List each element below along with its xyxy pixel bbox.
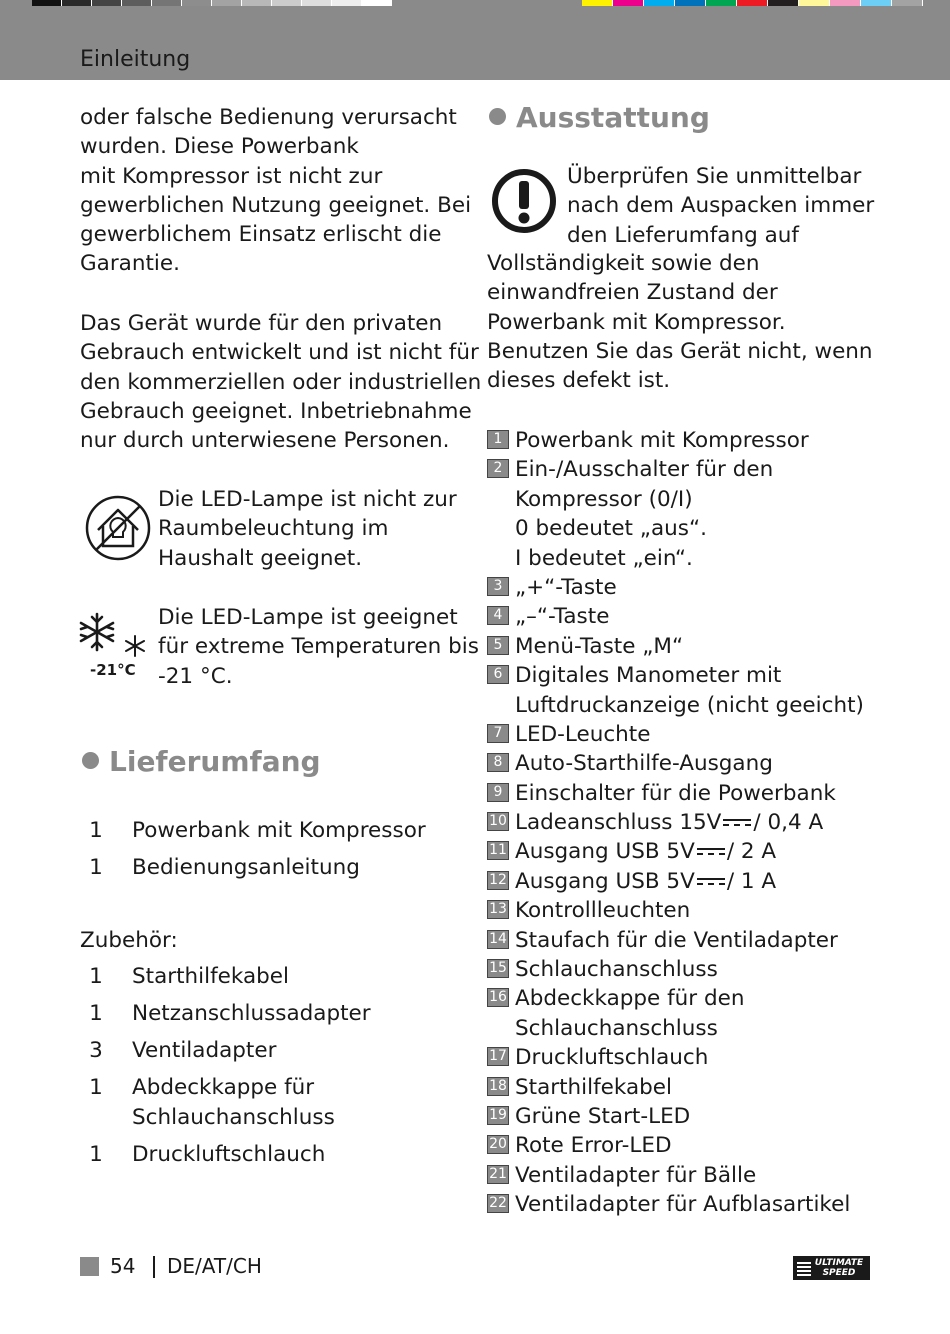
part-number-badge: 21	[487, 1165, 509, 1184]
part-label-value: Ausgang USB 5V	[515, 868, 695, 894]
page-number: 54	[110, 1254, 136, 1278]
item-label-line: Starthilfekabel	[132, 964, 289, 989]
page-header-bar	[0, 0, 950, 80]
item-quantity: 1	[89, 964, 103, 989]
part-number-badge: 9	[487, 783, 509, 802]
part-number-badge: 11	[487, 841, 509, 860]
part-number-badge: 19	[487, 1106, 509, 1125]
item-quantity: 1	[89, 1141, 103, 1167]
item-label	[132, 853, 360, 882]
item-quantity: 1	[89, 1075, 103, 1101]
logo-line1: ULTIMATE	[814, 1258, 864, 1268]
text-line: oder falsche Bedienung verursacht	[80, 105, 457, 130]
part-label: 0 bedeutet „aus“.	[515, 516, 707, 542]
part-number-badge: 22	[487, 1194, 509, 1213]
part-label: I bedeutet „ein“.	[515, 545, 693, 571]
gray-swatch	[272, 0, 302, 6]
color-swatch	[706, 0, 737, 6]
part-label: Schlauchanschluss	[515, 957, 718, 983]
footer-separator	[153, 1256, 155, 1278]
intro-paragraph	[80, 103, 471, 279]
direct-current-icon	[697, 876, 725, 888]
item-label	[132, 1073, 335, 1132]
text-line: Powerbank mit Kompressor.	[487, 309, 786, 335]
heading-bullet	[82, 752, 99, 769]
part-label: „–“-Taste	[515, 604, 610, 630]
accessories-label: Zubehör:	[80, 928, 178, 953]
gray-swatch	[242, 0, 272, 6]
part-number-badge: 17	[487, 1047, 509, 1066]
grayscale-calibration-strip	[32, 0, 392, 6]
gray-swatch	[182, 0, 212, 6]
part-number-badge: 8	[487, 753, 509, 772]
temperature-icon-label: -21°C	[90, 661, 136, 679]
scope-heading-text: Lieferumfang	[109, 745, 321, 778]
part-label: Digitales Manometer mit	[515, 663, 782, 689]
color-swatch	[799, 0, 830, 6]
item-label-line: Netzanschlussadapter	[132, 1001, 371, 1027]
direct-current-icon	[697, 846, 725, 858]
part-label: Luftdruckanzeige (nicht geeicht)	[515, 692, 864, 718]
gray-swatch	[122, 0, 152, 6]
part-number-badge: 3	[487, 577, 509, 596]
color-swatch	[861, 0, 892, 6]
text-line: Die LED-Lampe ist geeignet	[158, 605, 458, 630]
color-swatch	[892, 0, 923, 6]
part-number-badge: 13	[487, 900, 509, 919]
logo-line2: SPEED	[822, 1268, 856, 1278]
text-line: dieses defekt ist.	[487, 368, 671, 394]
part-label-value: Ladeanschluss 15V	[515, 810, 722, 836]
text-line: Überprüfen Sie unmittelbar	[567, 164, 862, 189]
color-calibration-strip	[582, 0, 923, 6]
gray-swatch	[332, 0, 362, 6]
part-label: Starthilfekabel	[515, 1074, 672, 1100]
item-label-line: Bedienungsanleitung	[132, 855, 360, 881]
part-label	[515, 808, 823, 837]
house-note	[158, 485, 457, 573]
part-label-rating: / 0,4 A	[753, 810, 824, 836]
part-label: Kontrollleuchten	[515, 898, 691, 924]
color-swatch	[582, 0, 613, 6]
text-line: Vollständigkeit sowie den	[487, 251, 760, 276]
part-number-badge: 1	[487, 430, 509, 449]
item-quantity: 1	[89, 855, 103, 881]
gray-swatch	[212, 0, 242, 6]
item-label-line: Abdeckkappe für	[132, 1075, 315, 1101]
part-number-badge: 7	[487, 724, 509, 743]
color-swatch	[830, 0, 861, 6]
part-label-value: Ausgang USB 5V	[515, 839, 695, 865]
text-line: einwandfreien Zustand der	[487, 280, 778, 306]
part-label	[515, 837, 776, 866]
warning-note	[567, 162, 874, 250]
part-label: Kompressor (0/I)	[515, 486, 693, 512]
part-label: Auto-Starthilfe-Ausgang	[515, 751, 773, 777]
footer-marker	[80, 1257, 99, 1276]
private-use-paragraph	[80, 309, 481, 455]
item-label	[132, 816, 426, 845]
part-label: LED-Leuchte	[515, 721, 651, 747]
item-label-line: Powerbank mit Kompressor	[132, 818, 426, 843]
part-label: Menü-Taste „M“	[515, 633, 684, 659]
item-label	[132, 999, 371, 1028]
item-label	[132, 962, 289, 991]
gray-swatch	[302, 0, 332, 6]
text-line: Garantie.	[80, 251, 180, 277]
text-line: Benutzen Sie das Gerät nicht, wenn	[487, 338, 873, 364]
item-label	[132, 1036, 276, 1065]
part-label: Ein-/Ausschalter für den	[515, 457, 774, 483]
direct-current-icon	[723, 817, 751, 829]
part-number-badge: 15	[487, 959, 509, 978]
no-house-lamp-icon	[84, 494, 152, 566]
part-label: Grüne Start-LED	[515, 1103, 691, 1129]
gray-swatch	[362, 0, 392, 6]
part-number-badge: 4	[487, 606, 509, 625]
item-label-line: Ventiladapter	[132, 1038, 277, 1064]
part-number-badge: 18	[487, 1077, 509, 1096]
text-line: gewerblichem Einsatz erlischt die	[80, 222, 442, 248]
text-line: wurden. Diese Powerbank	[80, 134, 359, 160]
color-swatch	[613, 0, 644, 6]
text-line: gewerblichen Nutzung geeignet. Bei	[80, 192, 472, 218]
part-label: „+“-Taste	[515, 574, 617, 600]
item-label	[132, 1140, 325, 1169]
color-swatch	[737, 0, 768, 6]
warning-exclamation-icon	[491, 168, 557, 238]
part-number-badge: 6	[487, 665, 509, 684]
features-heading	[489, 101, 710, 134]
part-label-rating: / 2 A	[726, 839, 777, 865]
item-label-line: Druckluftschlauch	[132, 1141, 326, 1167]
part-number-badge: 14	[487, 930, 509, 949]
part-label: Powerbank mit Kompressor	[515, 428, 809, 453]
gray-swatch	[62, 0, 92, 6]
warning-note-continued	[487, 249, 873, 395]
part-number-badge: 10	[487, 812, 509, 831]
color-swatch	[768, 0, 799, 6]
text-line: nur durch unterwiesene Personen.	[80, 428, 450, 454]
item-quantity: 3	[89, 1038, 103, 1064]
text-line: den kommerziellen oder industriellen	[80, 369, 482, 395]
text-line: den Lieferumfang auf	[567, 222, 799, 248]
part-label: Ventiladapter für Bälle	[515, 1162, 757, 1188]
part-label: Druckluftschlauch	[515, 1045, 709, 1071]
gray-swatch	[32, 0, 62, 6]
part-label: Rote Error-LED	[515, 1133, 672, 1159]
text-line: Haushalt geeignet.	[158, 545, 363, 571]
scope-heading	[82, 745, 321, 778]
part-number-badge: 16	[487, 988, 509, 1007]
gray-swatch	[152, 0, 182, 6]
part-label: Staufach für die Ventiladapter	[515, 927, 838, 953]
part-number-badge: 20	[487, 1135, 509, 1154]
features-heading-text: Ausstattung	[516, 101, 710, 134]
item-quantity: 1	[89, 1001, 103, 1027]
text-line: Gebrauch entwickelt und ist nicht für	[80, 340, 479, 366]
part-label: Abdeckkappe für den	[515, 986, 745, 1012]
text-line: nach dem Auspacken immer	[567, 193, 875, 219]
text-line: für extreme Temperaturen bis	[158, 634, 479, 660]
snowflake-icon	[78, 612, 150, 664]
item-quantity: 1	[89, 818, 103, 843]
logo-stripes	[797, 1260, 811, 1276]
text-line: Die LED-Lampe ist nicht zur	[158, 487, 457, 512]
temperature-note	[158, 603, 479, 691]
section-title: Einleitung	[80, 47, 191, 72]
text-line: Das Gerät wurde für den privaten	[80, 311, 443, 336]
item-label-line: Schlauchanschluss	[132, 1104, 335, 1130]
text-line: mit Kompressor ist nicht zur	[80, 163, 383, 189]
part-number-badge: 12	[487, 871, 509, 890]
color-swatch	[644, 0, 675, 6]
color-swatch	[675, 0, 706, 6]
part-label	[515, 867, 776, 896]
gray-swatch	[92, 0, 122, 6]
part-number-badge: 2	[487, 459, 509, 478]
part-number-badge: 5	[487, 636, 509, 655]
part-label: Einschalter für die Powerbank	[515, 780, 836, 806]
text-line: -21 °C.	[158, 663, 233, 689]
heading-bullet	[489, 108, 506, 125]
part-label-rating: / 1 A	[726, 868, 777, 894]
text-line: Raumbeleuchtung im	[158, 516, 389, 542]
brand-logo	[793, 1256, 870, 1280]
part-label: Ventiladapter für Aufblasartikel	[515, 1192, 851, 1218]
text-line: Gebrauch geeignet. Inbetriebnahme	[80, 398, 472, 424]
language-code: DE/AT/CH	[167, 1254, 262, 1278]
part-label: Schlauchanschluss	[515, 1015, 718, 1041]
